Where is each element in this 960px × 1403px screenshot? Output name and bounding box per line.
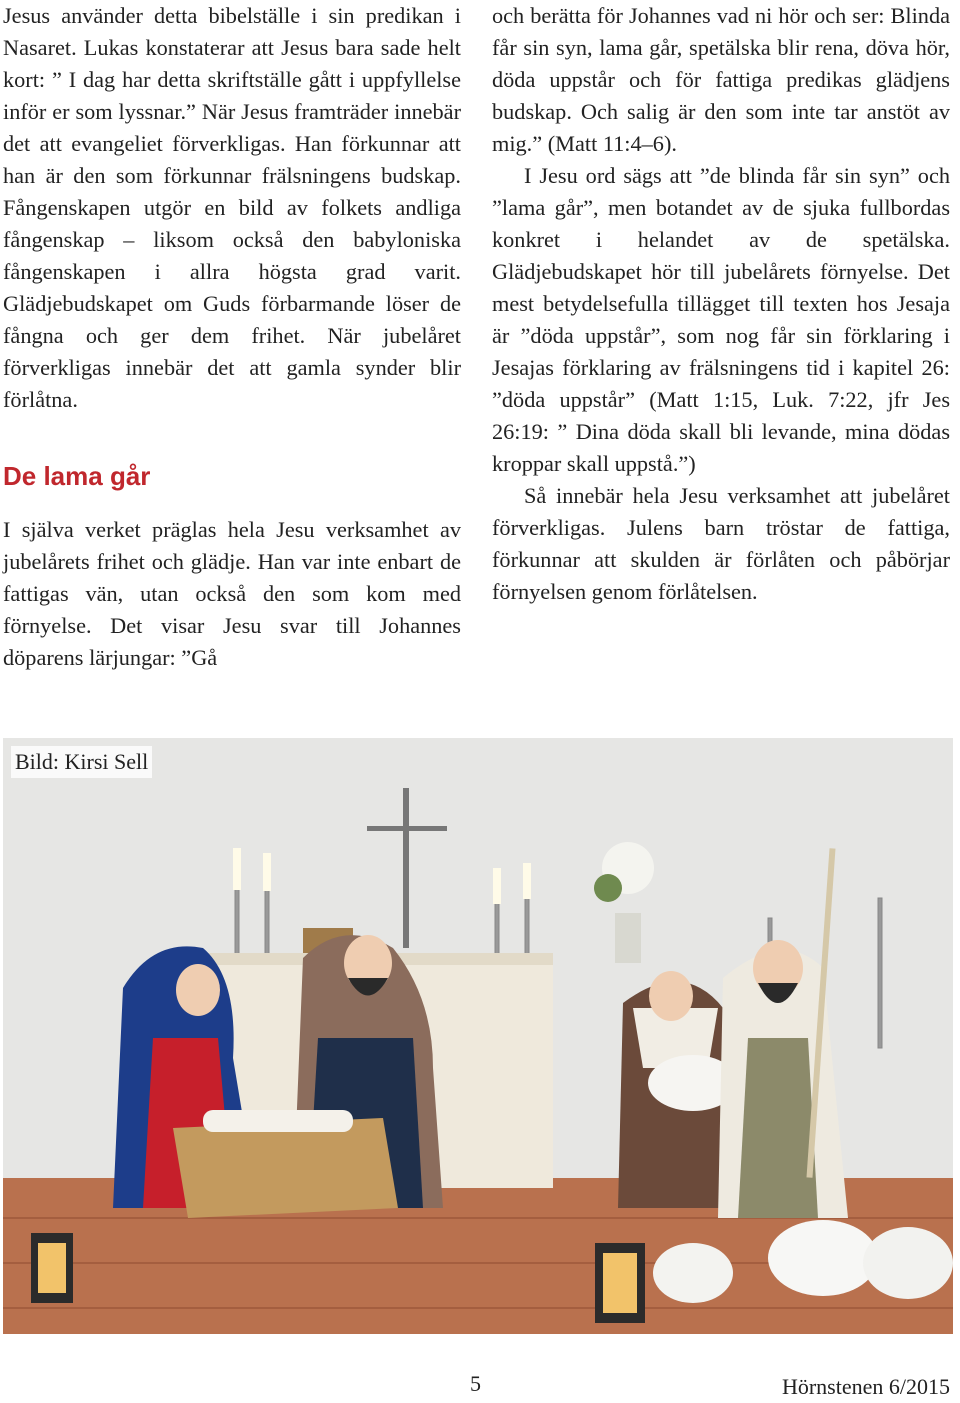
right-column (492, 0, 950, 608)
left-paragraph-2: I själva verket präglas hela Jesu verksamhet av jubelårets frihet och glädje. Han var inte enbart de fattigas vän, utan också den som kom med förnyelse. Det visar Jesu svar till Johannes döparens lärjungar: ”Gå (3, 517, 461, 670)
right-paragraph-3: Så innebär hela Jesu verksamhet att jubelåret förverkligas. Julens barn tröstar de fattiga, förkunnar att skulden är förlåten och påbörjar förnyelsen genom förlåtelsen. (492, 483, 950, 604)
left-column (3, 0, 461, 674)
nativity-scene-illustration (3, 738, 953, 1334)
nativity-photo (3, 738, 953, 1334)
publication-title: Hörnstenen 6/2015 (781, 1374, 950, 1399)
right-paragraph-1: och berätta för Johannes vad ni hör och ser: Blinda får sin syn, lama går, spetälska blir rena, döva hör, döda uppstår och för fattiga predikas glädjens budskap. Och salig är den som inte tar anstöt av mig.” (Matt 11:4–6). (492, 3, 950, 156)
page-number: 5 (470, 1371, 481, 1396)
section-heading: De lama går (3, 461, 151, 491)
left-paragraph-1: Jesus använder detta bibelställe i sin predikan i Nasaret. Lukas konstaterar att Jesus bara sade helt kort: ” I dag har detta skriftställe gått i uppfyllelse inför er som lyssnar.” När Jesus framträder innebär det att evangeliet förverkligas. Han förkunnar att han är den som förkunnar frälsningens budskap. Fångenskapen utgör en bild av folkets andliga fångenskap – liksom också den babyloniska fångenskapen i allra högsta grad varit. Glädjebudskapet om Guds förbarmande löser de fångna och ger dem frihet. När jubelåret förverkligas innebär det att gamla synder blir förlåtna. (3, 3, 461, 412)
photo-credit: Bild: Kirsi Sell (11, 746, 152, 778)
lantern-icon (31, 1233, 73, 1303)
lantern-icon (595, 1243, 645, 1323)
right-paragraph-2: I Jesu ord sägs att ”de blinda får sin syn” och ”lama går”, men botandet av de sjuka fullbordas konkret i helandet av de spetälska. Glädjebudskapet hör till jubelårets förnyelse. Det mest betydelsefulla tillägget till texten hos Jesaja är ”döda uppstår”, som nog får sin förklaring i Jesajas förklaring av frälsningens tid i kapitel 26: ”döda uppstår” (Matt 1:15, Luk. 7:22, jfr Jes 26:19: ” Dina döda skall bli levande, mina dödas kroppar skall uppstå.”) (492, 163, 950, 476)
